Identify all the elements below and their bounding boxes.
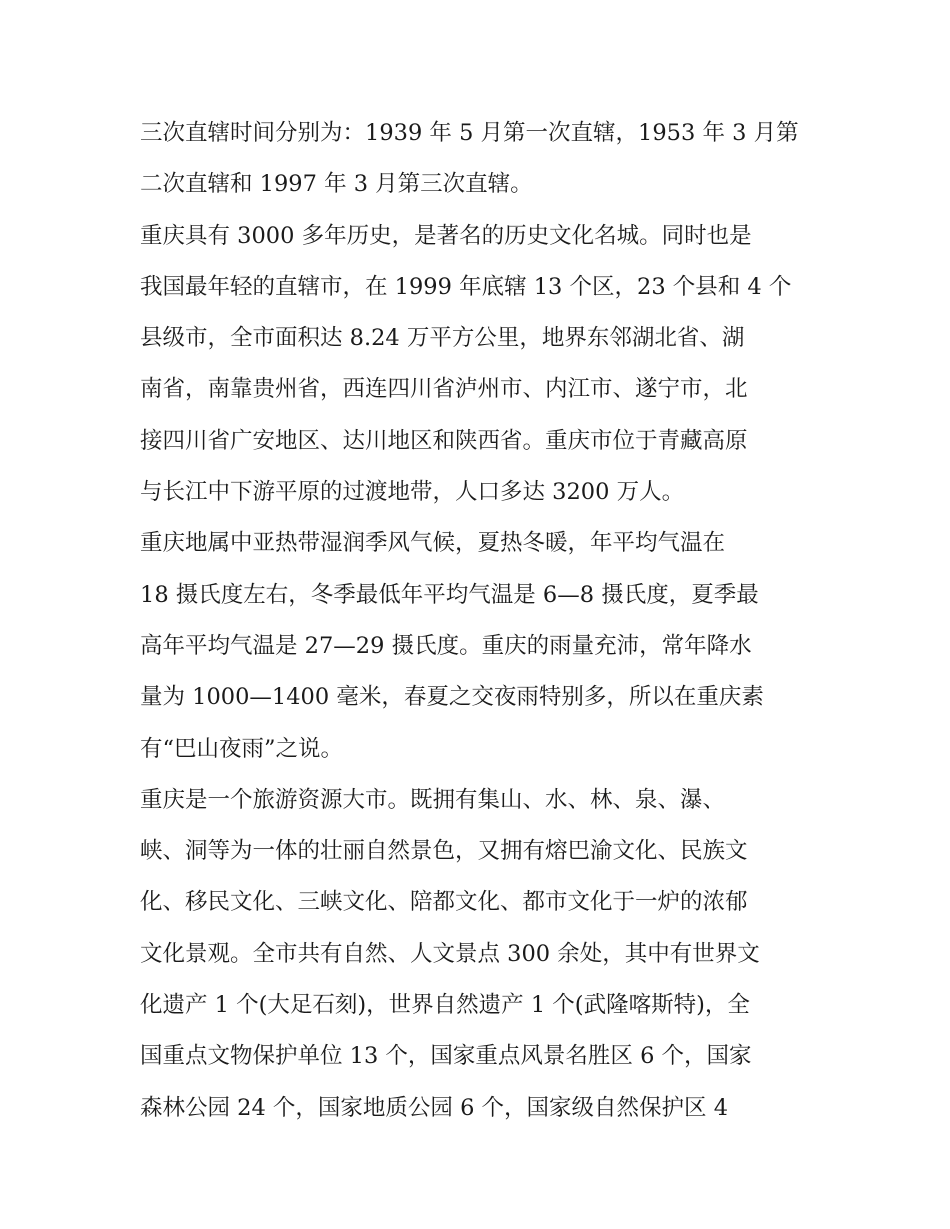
text-line: 三次直辖时间分别为：1939 年 5 月第一次直辖，1953 年 3 月第: [140, 120, 799, 146]
text-line: 峡、洞等为一体的壮丽自然景色，又拥有熔巴渝文化、民族文: [140, 838, 748, 865]
text-line: 化、移民文化、三峡文化、陪都文化、都市文化于一炉的浓郁: [140, 889, 748, 916]
text-line: 国重点文物保护单位 13 个，国家重点风景名胜区 6 个，国家: [140, 1043, 752, 1070]
text-line: 重庆是一个旅游资源大市。既拥有集山、水、林、泉、瀑、: [140, 786, 726, 813]
text-line: 化遗产 1 个(大足石刻)，世界自然遗产 1 个(武隆喀斯特)，全: [140, 992, 750, 1019]
text-line: 森林公园 24 个，国家地质公园 6 个，国家级自然保护区 4: [140, 1094, 729, 1121]
text-line: 二次直辖和 1997 年 3 月第三次直辖。: [140, 171, 533, 198]
text-line: 有“巴山夜雨”之说。: [140, 735, 344, 762]
body-text: [140, 108, 820, 1134]
text-line: 18 摄氏度左右，冬季最低年平均气温是 6—8 摄氏度，夏季最: [140, 581, 759, 608]
text-line: 我国最年轻的直辖市，在 1999 年底辖 13 个区，23 个县和 4 个: [140, 273, 792, 300]
text-line: 重庆地属中亚热带湿润季风气候，夏热冬暖，年平均气温在: [140, 530, 726, 557]
text-line: 县级市，全市面积达 8.24 万平方公里，地界东邻湖北省、湖: [140, 325, 745, 352]
text-line: 文化景观。全市共有自然、人文景点 300 余处，其中有世界文: [140, 940, 760, 967]
text-line: 量为 1000—1400 毫米，春夏之交夜雨特别多，所以在重庆素: [140, 684, 764, 711]
text-line: 与长江中下游平原的过渡地带，人口多达 3200 万人。: [140, 479, 685, 506]
text-line: 接四川省广安地区、达川地区和陕西省。重庆市位于青藏高原: [140, 427, 748, 454]
text-line: 南省，南靠贵州省，西连四川省泸州市、内江市、遂宁市，北: [140, 376, 748, 403]
text-line: 高年平均气温是 27—29 摄氏度。重庆的雨量充沛，常年降水: [140, 632, 752, 659]
text-line: 重庆具有 3000 多年历史，是著名的历史文化名城。同时也是: [140, 222, 752, 249]
